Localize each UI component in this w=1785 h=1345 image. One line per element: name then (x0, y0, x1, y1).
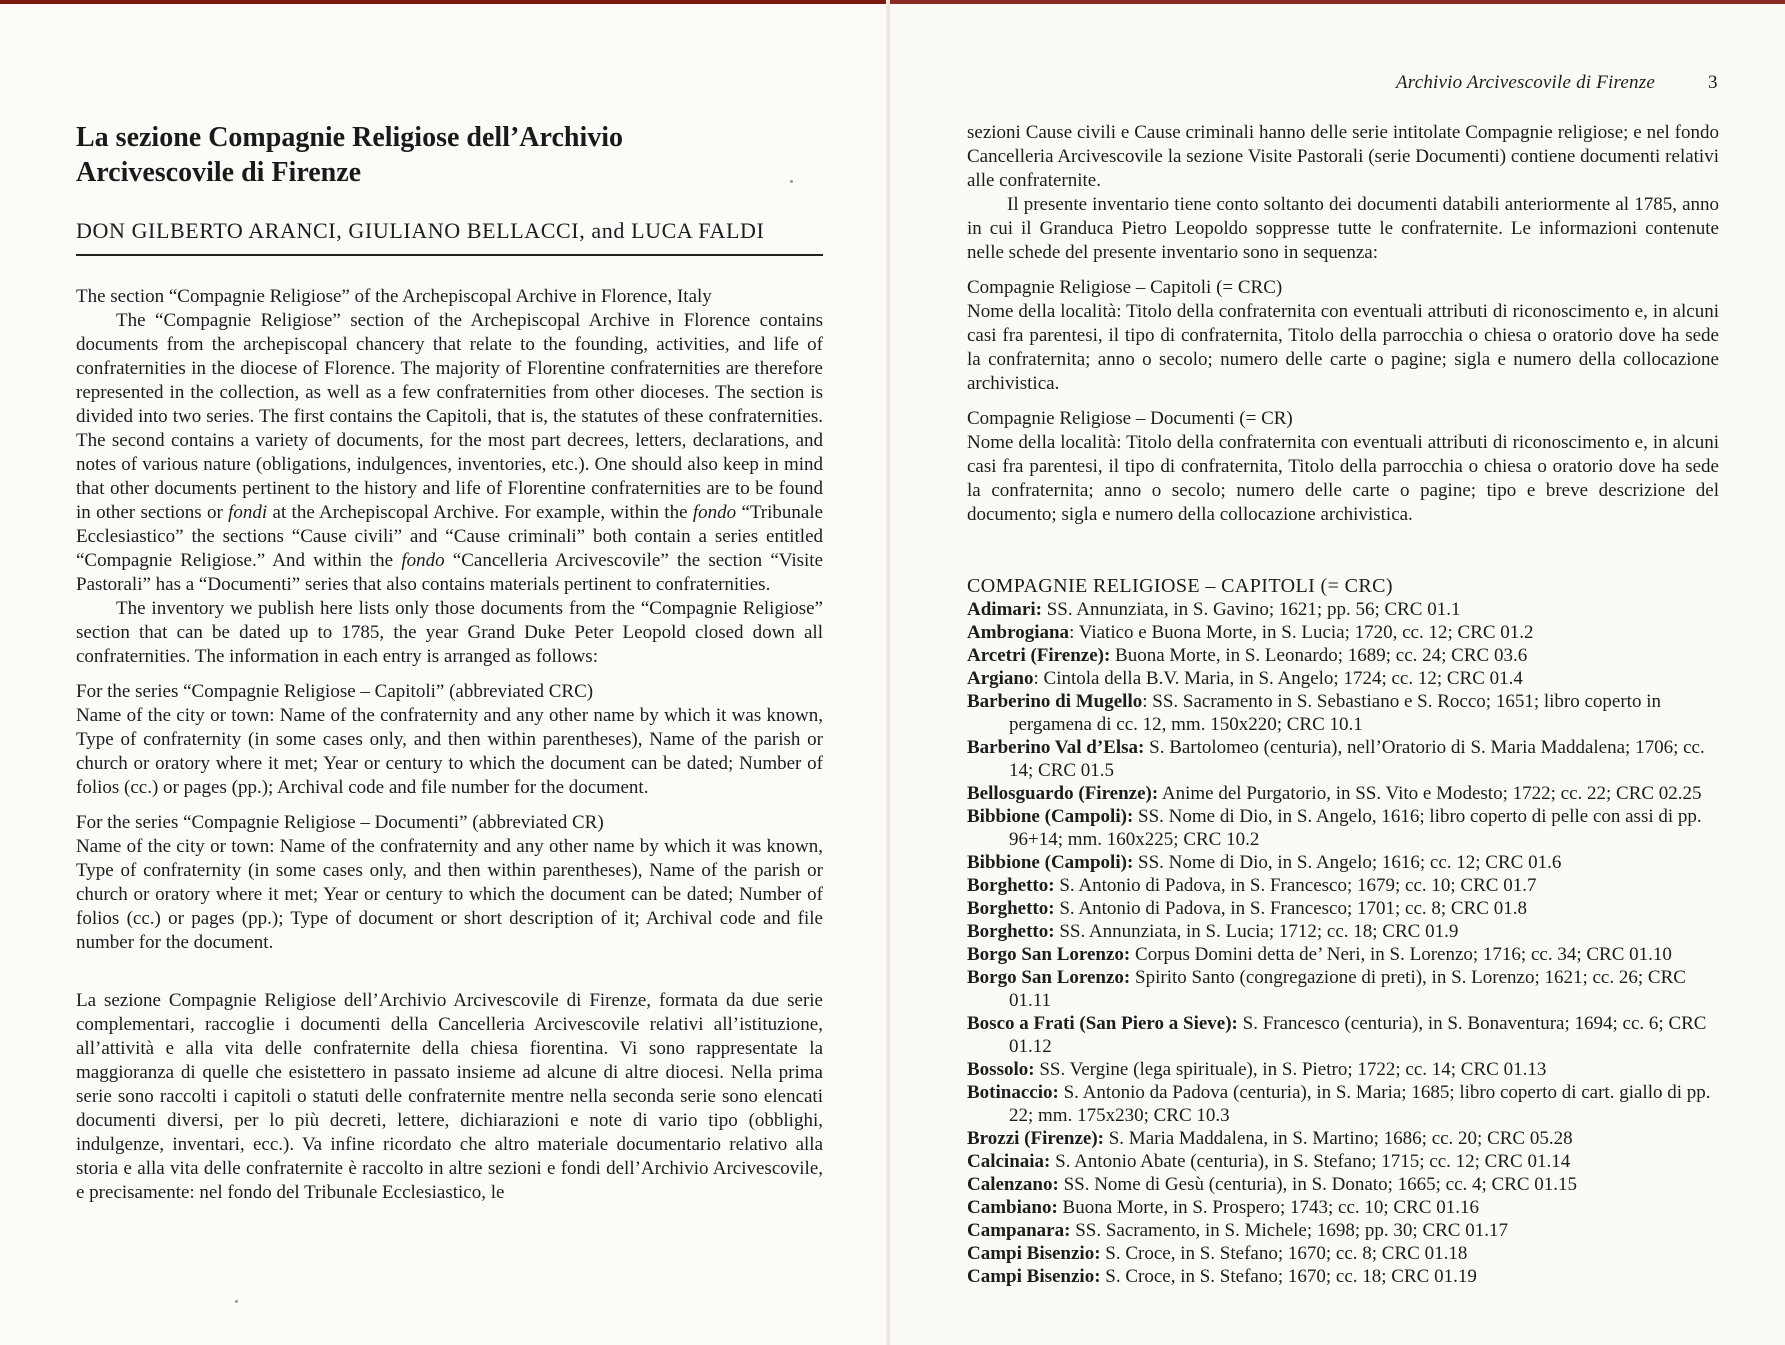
entry-place: Calenzano: (967, 1174, 1059, 1195)
italian-paragraph-1-cont: sezioni Cause civili e Cause criminali hanno delle serie intitolate Compagnie religiose; e nel fondo Cancelleria Arcivescovile la sezione Visite Pastorali (serie Documenti) contiene documenti relativi alle confraternite. (967, 122, 1719, 191)
entry-text: S. Antonio di Padova, in S. Francesco; 1701; cc. 8; CRC 01.8 (1054, 898, 1527, 919)
entry-text: SS. Nome di Dio, in S. Angelo, 1616; libro coperto di pelle con assi di pp. 96+14; mm. 160x225; CRC 10.2 (1009, 806, 1702, 850)
italian-series-1-heading: Compagnie Religiose – Capitoli (= CRC) (967, 277, 1283, 298)
entry-place: Bibbione (Campoli): (967, 852, 1134, 873)
entry-text: : SS. Sacramento in S. Sebastiano e S. Rocco; 1651; libro coperto in pergamena di cc. 12, mm. 150x220; CRC 10.1 (1009, 691, 1661, 735)
inventory-entry (967, 1242, 1719, 1265)
english-series-2-heading: For the series “Compagnie Religiose – Documenti” (abbreviated CR) (76, 812, 604, 833)
inventory-entry (967, 1058, 1719, 1081)
inventory-entry (967, 690, 1719, 736)
inventory-heading: COMPAGNIE RELIGIOSE – CAPITOLI (= CRC) (967, 575, 1393, 597)
english-series-1-heading: For the series “Compagnie Religiose – Capitoli” (abbreviated CRC) (76, 681, 594, 702)
inventory-entries (967, 598, 1719, 1288)
english-summary (76, 285, 823, 1205)
inventory-entry (967, 621, 1719, 644)
entry-text: Corpus Domini detta de’ Neri, in S. Lorenzo; 1716; cc. 34; CRC 01.10 (1130, 944, 1672, 965)
entry-place: Ambrogiana (967, 622, 1070, 643)
entry-text: SS. Nome di Dio, in S. Angelo; 1616; cc. 12; CRC 01.6 (1133, 852, 1562, 873)
entry-place: Campi Bisenzio: (967, 1243, 1101, 1264)
english-series-1-body: Name of the city or town: Name of the confraternity and any other name by which it was known, Type of confraternity (in some cases only, and then within parentheses), Name of the parish or church or oratory where it met; Year or century to which the document can be dated; Number of folios (cc.) or pages (pp.); Archival code and file number for the document. (76, 705, 823, 798)
running-head: Archivio Arcivescovile di Firenze (1396, 72, 1655, 93)
english-paragraph-1: The “Compagnie Religiose” section of the Archepiscopal Archive in Florence contains documents from the archepiscopal chancery that relate to the founding, activities, and life of confraternities in the diocese of Florence. The majority of Florentine confraternities are therefore represented in the collection, as well as a few confraternities from other dioceses. The section is divided into two series. The first contains the Capitoli, that is, the statutes of these confraternities. The second contains a variety of documents, for the most part decrees, letters, declarations, and notes of various nature (obligations, indulgences, inventories, etc.). One should also keep in mind that other documents pertinent to the history and life of Florentine confraternities are to be found in other sections or fondi at the Archepiscopal Archive. For example, within the fondo “Tribunale Ecclesiastico” the sections “Cause civili” and “Cause criminali” both contain a series entitled “Compagnie Religiose.” And within the fondo “Cancelleria Arcivescovile” the section “Visite Pastorali” has a “Documenti” series that also contains materials pertinent to confraternities. (76, 310, 824, 595)
entry-place: Borgo San Lorenzo: (967, 967, 1131, 988)
inventory-entry (967, 943, 1719, 966)
speck (235, 1300, 238, 1303)
entry-place: Brozzi (Firenze): (967, 1128, 1104, 1149)
top-border (890, 0, 1785, 4)
title-rule (76, 254, 823, 256)
entry-text: SS. Annunziata, in S. Gavino; 1621; pp. 56; CRC 01.1 (1041, 599, 1461, 620)
entry-place: Botinaccio: (967, 1082, 1059, 1103)
title-line-1: La sezione Compagnie Religiose dell’Archivio (76, 122, 623, 153)
entry-text: SS. Nome di Gesù (centuria), in S. Donato; 1665; cc. 4; CRC 01.15 (1058, 1174, 1578, 1195)
italian-series-2-body: Nome della località: Titolo della confraternita con eventuali attributi di riconoscimento e, in alcuni casi fra parentesi, il tipo di confraternita, Titolo della parrocchia o chiesa o oratorio dove ha sede la confraternita; anno o secolo; numero delle carte o pagine; tipo e breve descrizione del documento; sigla e numero della collocazione archivistica. (967, 432, 1719, 525)
inventory-entry (967, 920, 1719, 943)
authors: DON GILBERTO ARANCI, GIULIANO BELLACCI, and LUCA FALDI (76, 218, 765, 243)
speck (790, 180, 793, 183)
inventory-entry (967, 1196, 1719, 1219)
entry-place: Barberino di Mugello (967, 691, 1143, 712)
english-heading: The section “Compagnie Religiose” of the Archepiscopal Archive in Florence, Italy (76, 286, 712, 307)
inventory-list (967, 574, 1719, 1288)
entry-place: Calcinaia: (967, 1151, 1051, 1172)
entry-text: : Viatico e Buona Morte, in S. Lucia; 1720, cc. 12; CRC 01.2 (1069, 622, 1534, 643)
italian-series-1-body: Nome della località: Titolo della confraternita con eventuali attributi di riconoscimento e, in alcuni casi fra parentesi, il tipo di confraternita, Titolo della parrocchia o chiesa o oratorio dove ha sede la confraternita; anno o secolo; numero delle carte o pagine; sigla e numero della collocazione archivistica. (967, 301, 1719, 394)
entry-text: : Cintola della B.V. Maria, in S. Angelo; 1724; cc. 12; CRC 01.4 (1033, 668, 1523, 689)
page-number: 3 (1708, 72, 1718, 93)
italian-continuation (967, 121, 1719, 527)
entry-place: Bellosguardo (Firenze): (967, 783, 1159, 804)
entry-place: Borghetto: (967, 898, 1055, 919)
entry-place: Campanara: (967, 1220, 1071, 1241)
entry-place: Bossolo: (967, 1059, 1035, 1080)
inventory-entry (967, 805, 1719, 851)
english-series-2-body: Name of the city or town: Name of the confraternity and any other name by which it was known, Type of confraternity (in some cases only, and then within parentheses), Name of the parish or church or oratory where it met; Year or century to which the document can be dated; Number of folios (cc.) or pages (pp.); Type of document or short description of it; Archival code and file number for the document. (76, 836, 823, 953)
inventory-entry (967, 1127, 1719, 1150)
italian-series-2-heading: Compagnie Religiose – Documenti (= CR) (967, 408, 1293, 429)
entry-place: Borghetto: (967, 921, 1055, 942)
inventory-entry (967, 644, 1719, 667)
entry-text: SS. Sacramento, in S. Michele; 1698; pp. 30; CRC 01.17 (1070, 1220, 1508, 1241)
entry-text: S. Croce, in S. Stefano; 1670; cc. 8; CRC 01.18 (1100, 1243, 1468, 1264)
left-page (0, 0, 890, 1345)
inventory-entry (967, 667, 1719, 690)
english-paragraph-2: The inventory we publish here lists only those documents from the “Compagnie Religiose” section that can be dated up to 1785, the year Grand Duke Peter Leopold closed down all confraternities. The information in each entry is arranged as follows: (76, 598, 823, 667)
entry-place: Borghetto: (967, 875, 1055, 896)
inventory-entry (967, 874, 1719, 897)
italian-paragraph-2: Il presente inventario tiene conto soltanto dei documenti databili anteriormente al 1785, anno in cui il Granduca Pietro Leopoldo soppresse tutte le confraternite. Le informazioni contenute nelle schede del presente inventario sono in sequenza: (967, 194, 1719, 263)
entry-place: Arcetri (Firenze): (967, 645, 1111, 666)
entry-text: S. Francesco (centuria), in S. Bonaventura; 1694; cc. 6; CRC 01.12 (1009, 1013, 1707, 1057)
inventory-entry (967, 598, 1719, 621)
entry-place: Bibbione (Campoli): (967, 806, 1134, 827)
entry-place: Bosco a Frati (San Piero a Sieve): (967, 1013, 1238, 1034)
article-title (76, 120, 623, 190)
entry-text: S. Maria Maddalena, in S. Martino; 1686; cc. 20; CRC 05.28 (1103, 1128, 1573, 1149)
inventory-entry (967, 851, 1719, 874)
entry-text: S. Antonio Abate (centuria), in S. Stefano; 1715; cc. 12; CRC 01.14 (1050, 1151, 1571, 1172)
inventory-entry (967, 1150, 1719, 1173)
italian-paragraph-1: La sezione Compagnie Religiose dell’Archivio Arcivescovile di Firenze, formata da due serie complementari, raccoglie i documenti della Cancelleria Arcivescovile relativi all’istituzione, all’attività e alla vita delle confraternite della chiesa fiorentina. Vi sono rappresentate la maggioranza di quelle che esistettero in passato insieme ad alcune di altre diocesi. Nella prima serie sono raccolti i capitoli o statuti delle confraternite mentre nella seconda serie sono elencati documenti diversi, per lo più decreti, lettere, dichiarazioni e note di vario tipo (obblighi, indulgenze, inventari, ecc.). Va infine ricordato che altro materiale documentario relativo alla storia e alla vita delle confraternite è raccolto in altre sezioni e fondi dell’Archivio Arcivescovile, e precisamente: nel fondo del Tribunale Ecclesiastico, le (76, 990, 823, 1203)
entry-text: Buona Morte, in S. Prospero; 1743; cc. 10; CRC 01.16 (1057, 1197, 1479, 1218)
inventory-entry (967, 782, 1719, 805)
inventory-entry (967, 1012, 1719, 1058)
entry-place: Borgo San Lorenzo: (967, 944, 1131, 965)
inventory-entry (967, 736, 1719, 782)
inventory-entry (967, 897, 1719, 920)
top-border (0, 0, 890, 4)
inventory-entry (967, 1081, 1719, 1127)
entry-place: Barberino Val d’Elsa: (967, 737, 1145, 758)
inventory-entry (967, 1265, 1719, 1288)
entry-text: SS. Annunziata, in S. Lucia; 1712; cc. 18; CRC 01.9 (1054, 921, 1459, 942)
inventory-entry (967, 1173, 1719, 1196)
inventory-entry (967, 966, 1719, 1012)
entry-text: Anime del Purgatorio, in SS. Vito e Modesto; 1722; cc. 22; CRC 02.25 (1158, 783, 1702, 804)
entry-place: Adimari: (967, 599, 1042, 620)
entry-text: Buona Morte, in S. Leonardo; 1689; cc. 24; CRC 03.6 (1110, 645, 1528, 666)
entry-text: S. Croce, in S. Stefano; 1670; cc. 18; CRC 01.19 (1100, 1266, 1477, 1287)
entry-place: Campi Bisenzio: (967, 1266, 1101, 1287)
entry-text: Spirito Santo (congregazione di preti), in S. Lorenzo; 1621; cc. 26; CRC 01.11 (1009, 967, 1686, 1011)
entry-place: Cambiano: (967, 1197, 1058, 1218)
entry-text: SS. Vergine (lega spirituale), in S. Pietro; 1722; cc. 14; CRC 01.13 (1034, 1059, 1547, 1080)
entry-place: Argiano (967, 668, 1034, 689)
entry-text: S. Antonio di Padova, in S. Francesco; 1679; cc. 10; CRC 01.7 (1054, 875, 1537, 896)
inventory-entry (967, 1219, 1719, 1242)
entry-text: S. Antonio da Padova (centuria), in S. Maria; 1685; libro coperto di cart. giallo di pp. 22; mm. 175x230; CRC 10.3 (1009, 1082, 1711, 1126)
title-line-2: Arcivescovile di Firenze (76, 157, 362, 188)
entry-text: S. Bartolomeo (centuria), nell’Oratorio di S. Maria Maddalena; 1706; cc. 14; CRC 01.5 (1009, 737, 1705, 781)
